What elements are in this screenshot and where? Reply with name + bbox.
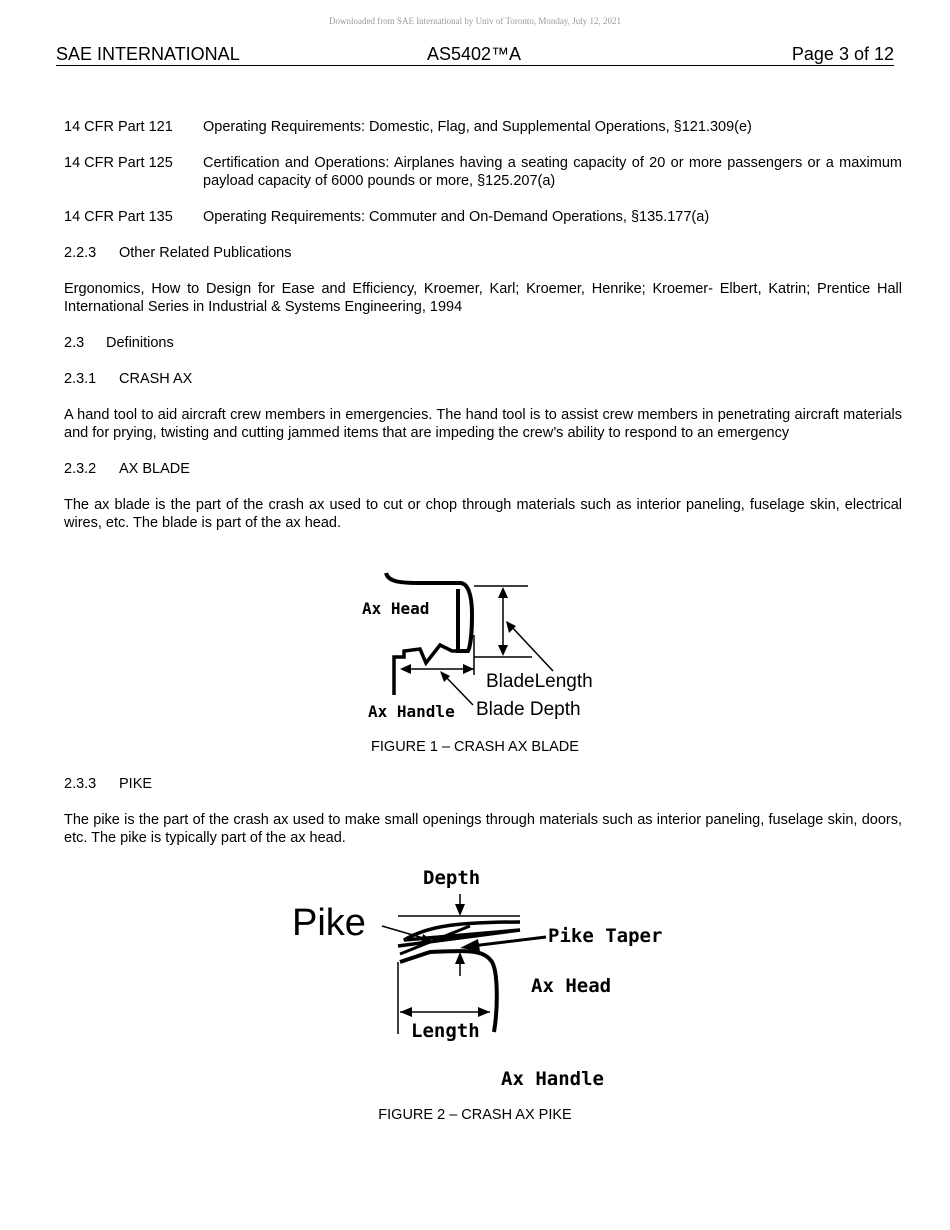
section-heading-2-3-3 [64,775,902,793]
figure-2-caption: FIGURE 2 – CRASH AX PIKE [378,1107,572,1123]
section-title: CRASH AX [119,371,193,387]
figure-1-caption: FIGURE 1 – CRASH AX BLADE [371,739,579,755]
download-watermark: Downloaded from SAE International by Univ of Toronto, Monday, July 12, 2021 [328,16,622,26]
reference-code: 14 CFR Part 121 [64,119,173,135]
section-title: Definitions [106,335,174,351]
section-heading-2-3-2 [64,460,902,478]
reference-description: Operating Requirements: Commuter and On-Demand Operations, §135.177(a) [203,209,710,225]
section-title: Other Related Publications [119,245,292,261]
blade-depth-label: Blade Depth [476,699,581,720]
crash-ax-blade-figure [0,565,950,725]
section-paragraph: The pike is the part of the crash ax used to make small openings through materials such as interior paneling, fuselage skin, doors, etc. The pike is typically part of the ax head. [64,812,902,846]
page-header [56,43,894,66]
header-page-number: Page 3 of 12 [791,44,894,64]
reference-item [64,208,902,226]
header-document-number: AS5402™A [427,44,522,64]
reference-code: 14 CFR Part 135 [64,209,173,225]
page-content [64,118,902,550]
section-number: 2.3.1 [64,371,97,387]
section-number: 2.3 [64,335,85,351]
section-title: PIKE [119,776,153,792]
crash-ax-pike-figure [0,858,950,1098]
section-heading-2-2-3 [64,244,902,262]
reference-description: Operating Requirements: Domestic, Flag, and Supplemental Operations, §121.309(e) [203,119,752,135]
ax-head-label: Ax Head [362,599,430,618]
page-content-continued [64,775,902,865]
section-paragraph: Ergonomics, How to Design for Ease and Efficiency, Kroemer, Karl; Kroemer, Henrike; Kroemer- Elbert, Katrin; Prentice Hall International Series in Industrial & Systems Engineering, 1994 [64,281,902,315]
section-number: 2.3.2 [64,461,97,477]
pike-taper-label: Pike Taper [548,925,663,947]
blade-depth-leader [444,675,473,705]
blade-length-leader [510,625,553,671]
section-title: AX BLADE [119,461,190,477]
ax-handle-label: Ax Handle [501,1068,604,1090]
depth-label: Depth [423,867,481,889]
blade-length-label: BladeLength [486,671,593,692]
reference-code: 14 CFR Part 125 [64,155,173,171]
header-organization: SAE INTERNATIONAL [56,44,240,64]
section-number: 2.3.3 [64,776,97,792]
pike-label: Pike [292,902,366,944]
reference-item [64,118,902,136]
ax-head-label: Ax Head [531,975,612,997]
reference-description: Certification and Operations: Airplanes having a seating capacity of 20 or more passengers or a maximum payload capacity of 6000 pounds or more, §125.207(a) [203,155,902,189]
reference-item [64,154,902,190]
section-number: 2.2.3 [64,245,97,261]
length-label: Length [411,1020,480,1042]
section-paragraph: A hand tool to aid aircraft crew members in emergencies. The hand tool is to assist crew members in penetrating aircraft materials and for prying, twisting and cutting jammed items that are impeding the crew’s ability to respond to an emergency [64,407,902,441]
ax-handle-label: Ax Handle [368,702,455,721]
section-heading-2-3-1 [64,370,902,388]
section-paragraph: The ax blade is the part of the crash ax used to cut or chop through materials such as interior paneling, fuselage skin, electrical wires, etc. The blade is part of the ax head. [64,497,902,531]
section-heading-2-3 [64,334,902,352]
pike-taper-leader [472,937,546,946]
